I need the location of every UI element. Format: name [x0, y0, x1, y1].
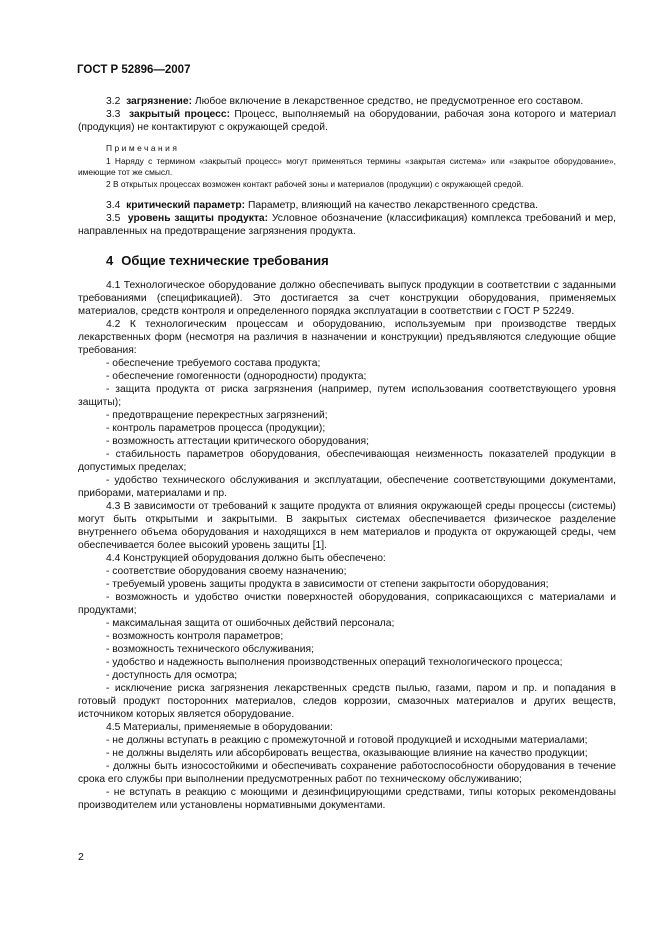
list-item: - максимальная защита от ошибочных действий персонала;: [106, 618, 395, 629]
list-item: - контроль параметров процесса (продукции);: [106, 423, 326, 434]
note-item: 1 Наряду с термином «закрытый процесс» могут применяться термины «закрытая система» или «закрытое оборудование», имеющие тот же смысл.: [78, 155, 616, 177]
list-item: - возможность аттестации критического оборудования;: [106, 436, 369, 447]
list-item: - не должны выделять или абсорбировать вещества, оказывающие влияние на качество продукции;: [106, 748, 588, 759]
paragraph-4-2: 4.2 К технологическим процессам и оборудованию, используемым при производстве твердых лекарственных форм (несмотря на различия в назначении и конструкции) предъявляются следующие общие требования:: [78, 319, 616, 356]
notes-block: [78, 143, 616, 190]
definition-text: Процесс, выполняемый на оборудовании, рабочая зона которого и материал (продукция) не контактируют с окружающей средой.: [78, 109, 616, 133]
list-item: - доступность для осмотра;: [106, 670, 238, 681]
list-item: - исключение риска загрязнения лекарственных средств пылью, газами, паром и пр. и попадания в готовый продукт посторонних материалов, следов коррозии, смазочных материалов и других веществ, источником которых является оборудование.: [78, 683, 616, 720]
list-item: - возможность технического обслуживания;: [106, 644, 314, 655]
list-item: - не вступать в реакцию с моющими и дезинфицирующими средствами, типы которых рекомендованы производителем или установлены нормативными документами.: [78, 787, 616, 811]
list-item: - возможность контроля параметров;: [106, 631, 284, 642]
list-item: - не должны вступать в реакцию с промежуточной и готовой продукцией и исходными материалами;: [106, 735, 588, 746]
definition-term: критический параметр:: [126, 200, 246, 211]
definition-text: Любое включение в лекарственное средство, не предусмотренное его составом.: [192, 96, 584, 107]
list-item: - удобство технического обслуживания и эксплуатации, обеспечение соответствующими документами, приборами, материалами и пр.: [78, 475, 616, 499]
definition-3-4: [78, 199, 616, 212]
list-item: - предотвращение перекрестных загрязнений;: [106, 410, 328, 421]
paragraph-4-5: 4.5 Материалы, применяемые в оборудовании:: [106, 722, 333, 733]
paragraph-4-4: 4.4 Конструкцией оборудования должно быть обеспечено:: [106, 553, 386, 564]
section-heading: [106, 254, 616, 267]
definition-number: 3.2: [106, 96, 121, 107]
definition-text: Параметр, влияющий на качество лекарственного средства.: [245, 200, 538, 211]
paragraph-4-1: 4.1 Технологическое оборудование должно обеспечивать выпуск продукции в соответствии с заданными требованиями (спецификацией). Это достигается за счет конструкции оборудования, применяемых материалов, средств контроля и определенного порядка эксплуатации в соответствии с ГОСТ Р 52249.: [78, 280, 616, 317]
definition-term: закрытый процесс:: [128, 109, 231, 120]
list-item: - обеспечение гомогенности (однородности) продукта;: [106, 371, 367, 382]
document-body: [78, 95, 616, 812]
definition-number: 3.4: [106, 200, 121, 211]
document-header: ГОСТ Р 52896—2007: [77, 64, 191, 76]
definition-text: Условное обозначение (классификация) комплекса требований и мер, направленных на предотвращение загрязнения продукта.: [78, 213, 616, 237]
notes-title: Примечания: [106, 143, 180, 153]
list-item: - удобство и надежность выполнения производственных операций технологического процесса;: [106, 657, 563, 668]
list-item: - обеспечение требуемого состава продукта;: [106, 358, 321, 369]
section-number: 4: [106, 253, 114, 268]
definition-3-3: [78, 108, 616, 134]
list-item: - стабильность параметров оборудования, обеспечивающая неизменность показателей продукции в допустимых пределах;: [78, 449, 616, 473]
list-item: - требуемый уровень защиты продукта в зависимости от степени закрытости оборудования;: [106, 579, 549, 590]
list-item: - должны быть износостойкими и обеспечивать сохранение работоспособности оборудования в течение срока его службы при выполнении предусмотренных работ по техническому обслуживанию;: [78, 761, 616, 785]
definition-number: 3.5: [106, 213, 121, 224]
definition-number: 3.3: [106, 109, 121, 120]
list-item: - защита продукта от риска загрязнения (например, путем использования соответствующего уровня защиты);: [78, 384, 616, 408]
section-title: Общие технические требования: [121, 253, 329, 268]
list-item: - соответствие оборудования своему назначению;: [106, 566, 347, 577]
definition-term: загрязнение:: [126, 96, 192, 107]
note-item: 2 В открытых процессах возможен контакт рабочей зоны и материалов (продукции) с окружающей средой.: [106, 178, 524, 189]
definition-3-5: [78, 212, 616, 238]
list-item: - возможность и удобство очистки поверхностей оборудования, соприкасающихся с материалами и продуктами;: [78, 592, 616, 616]
definition-term: уровень защиты продукта:: [127, 213, 269, 224]
definition-3-2: [78, 95, 616, 108]
paragraph-4-3: 4.3 В зависимости от требований к защите продукта от влияния окружающей среды процессы (системы) могут быть открытыми и закрытыми. В закрытых системах обеспечивается физическое разделение внутреннего объема оборудования и находящихся в нем материалов и продукта от окружающей среды, чем обеспечивается более высокий уровень защиты [1].: [78, 501, 616, 551]
page-number: 2: [78, 851, 84, 863]
